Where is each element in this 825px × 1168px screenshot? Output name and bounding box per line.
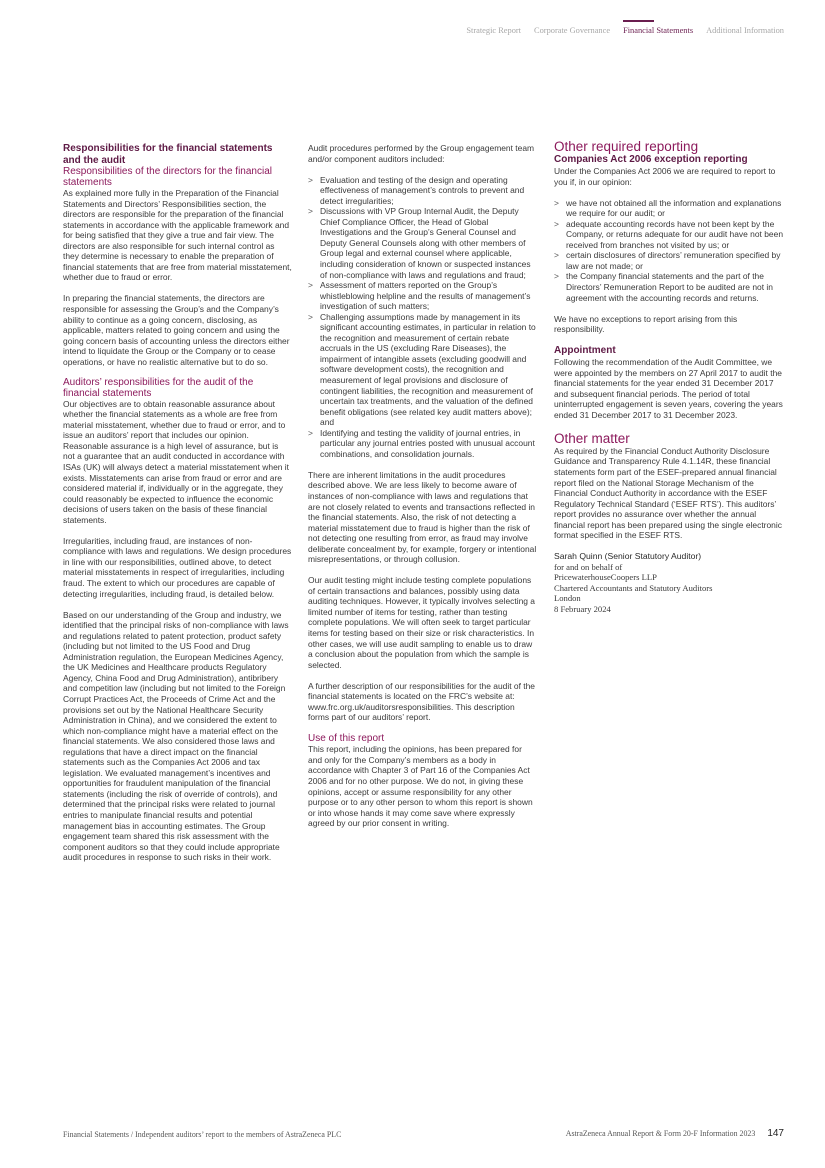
signature-line: Chartered Accountants and Statutory Auditors xyxy=(554,582,713,593)
list-item: > the Company financial statements and the part of the Directors’ Remuneration Report to be audited are not in agreement with the accounting records and returns. xyxy=(554,271,784,303)
footer-breadcrumb: Financial Statements / Independent auditors’ report to the members of AstraZeneca PLC xyxy=(63,1130,342,1139)
paragraph: As required by the Financial Conduct Authority Disclosure Guidance and Transparency Rule 4.1.14R, these financial statements form part of the ESEF-prepared annual financial report filed on the National Storage Mechanism of the Financial Conduct Authority in accordance with the ESEF Regulatory Technical Standard (‘ESEF RTS’). This auditors’ report provides no assurance over whether the annual financial report has been prepared using the single electronic format specified in the ESEF RTS. xyxy=(554,445,782,541)
paragraph: Based on our understanding of the Group and industry, we identified that the principal risks of non-compliance with laws and regulations related to patent protection, product safety (including but not limited to the US Food and Drug Administration regulation, the European Medicines Agency, the UK Medicines and Healthcare products Regulatory Agency, China Food and Drug Administration), antibribery and competition law (including but not limited to the Foreign Corrupt Practices Act, the Proceeds of Crime Act and the provisions set out by the National Healthcare Security Administration in China), and we considered the extent to which non-compliance might have a material effect on the financial statements. We also considered those laws and regulations that have a direct impact on the financial statements such as the Companies Act 2006 and tax legislation. We evaluated management’s incentives and opportunities for fraudulent manipulation of the financial statements (including the risk of override of controls), and determined that the principal risks were related to journal entries to manipulate financial results and potential management bias in accounting estimates. The Group engagement team shared this risk assessment with the component auditors so that they could include appropriate audit procedures in response to such risks in their work. xyxy=(63,609,289,863)
tab-strategic-report[interactable]: Strategic Report xyxy=(466,26,522,35)
heading-appointment: Appointment xyxy=(554,345,616,357)
heading-directors-responsibilities: Responsibilities of the directors for the financial statements xyxy=(63,166,272,188)
list-item: > Discussions with VP Group Internal Audit, the Deputy Chief Compliance Officer, the Head of Global Investigations and the Group’s General Counsel and Deputy General Counsels along with other members of Group legal and external counsel where applicable, including consideration of known or suspected instances of non-compliance with laws and regulations and fraud; xyxy=(308,206,538,280)
list-item: > Identifying and testing the validity of journal entries, in particular any journal entries posted with unusual account combinations, and consolidation journals. xyxy=(308,428,538,460)
signature-firm: PricewaterhouseCoopers LLP xyxy=(554,572,657,583)
heading-other-matter: Other matter xyxy=(554,430,630,446)
list-item: > adequate accounting records have not been kept by the Company, or returns adequate for our audit have not been received from branches not visited by us; or xyxy=(554,219,784,251)
list-item: > Evaluation and testing of the design and operating effectiveness of management’s controls to prevent and detect irregularities; xyxy=(308,175,538,207)
paragraph: There are inherent limitations in the audit procedures described above. We are less likely to become aware of instances of non-compliance with laws and regulations that are not closely related to events and transactions reflected in the financial statements. Also, the risk of not detecting a material misstatement due to fraud is higher than the risk of not detecting one resulting from error, as fraud may involve deliberate concealment by, for example, forgery or intentional misrepresentations, or through collusion. xyxy=(308,469,537,565)
paragraph: Audit procedures performed by the Group engagement team and/or component auditors included: xyxy=(308,143,535,164)
signatory-name: Sarah Quinn (Senior Statutory Auditor) xyxy=(554,551,702,562)
paragraph: This report, including the opinions, has been prepared for and only for the Company’s members as a body in accordance with Chapter 3 of Part 16 of the Companies Act 2006 and for no other purpose. We do not, in giving these opinions, accept or assume responsibility for any other purpose or to any other person to whom this report is shown or into whose hands it may come save where expressly agreed by our prior consent in writing. xyxy=(308,744,533,829)
paragraph: Our audit testing might include testing complete populations of certain transactions and balances, possibly using data auditing techniques. However, it typically involves selecting a limited number of items for testing, rather than testing complete populations. We will often seek to target particular items for testing based on their size or risk characteristics. In other cases, we will use audit sampling to enable us to draw a conclusion about the population from which the sample is selected. xyxy=(308,575,535,670)
column-left xyxy=(63,143,292,873)
column-middle xyxy=(308,143,538,839)
paragraph: As explained more fully in the Preparation of the Financial Statements and Directors’ Responsibilities section, the directors are responsible for the preparation of the financial statements in accordance with the applicable framework and for being satisfied that they give a true and fair view. The directors are also responsible for such internal control as they determine is necessary to enable the preparation of financial statements that are free from material misstatement, whether due to fraud or error. xyxy=(63,188,292,283)
signature-line: for and on behalf of xyxy=(554,561,623,572)
tab-financial-statements[interactable]: Financial Statements xyxy=(623,20,693,35)
exception-list xyxy=(554,198,784,303)
paragraph: Following the recommendation of the Audit Committee, we were appointed by the members on 27 April 2017 to audit the financial statements for the year ended 31 December 2017 and subsequent financial periods. The period of total uninterrupted engagement is seven years, covering the years ended 31 December 2017 to 31 December 2023. xyxy=(554,357,783,420)
heading-other-required-reporting: Other required reporting xyxy=(554,139,699,154)
tab-corporate-governance[interactable]: Corporate Governance xyxy=(534,26,611,35)
signature-block xyxy=(554,551,784,614)
paragraph: Our objectives are to obtain reasonable assurance about whether the financial statements as a whole are free from material misstatement, whether due to fraud or error, and to issue an auditors’ report that includes our opinion. Reasonable assurance is a high level of assurance, but is not a guarantee that an audit conducted in accordance with ISAs (UK) will always detect a material misstatement when it exists. Misstatements can arise from fraud or error and are considered material if, individually or in the aggregate, they could reasonably be expected to influence the economic decisions of users taken on the basis of these financial statements. xyxy=(63,398,290,525)
heading-responsibilities: Responsibilities for the financial statements and the audit xyxy=(63,143,273,166)
footer-report-title: AstraZeneca Annual Report & Form 20-F Information 2023 xyxy=(565,1129,756,1138)
paragraph: Irregularities, including fraud, are instances of non-compliance with laws and regulations. We design procedures in line with our responsibilities, outlined above, to detect material misstatements in respect of irregularities, including fraud. The extent to which our procedures are capable of detecting irregularities, including fraud, is detailed below. xyxy=(63,535,292,599)
paragraph: A further description of our responsibilities for the audit of the financial statements is located on the FRC’s website at: www.frc.org.uk/auditorsresponsibilities. This description forms part of our auditors’ report. xyxy=(308,680,536,723)
audit-procedures-list xyxy=(308,175,538,460)
signature-location: London xyxy=(554,593,581,604)
paragraph: In preparing the financial statements, the directors are responsible for assessing the Group’s and the Company’s ability to continue as a going concern, disclosing, as applicable, matters related to going concern and using the going concern basis of accounting unless the directors either intend to liquidate the Group or the Company or to cease operations, or have no realistic alternative but to do so. xyxy=(63,293,290,367)
column-right xyxy=(554,139,784,614)
heading-use-of-report: Use of this report xyxy=(308,733,385,745)
heading-auditors-responsibilities: Auditors’ responsibilities for the audit of the financial statements xyxy=(63,376,254,399)
page-number: 147 xyxy=(767,1128,784,1139)
list-item: > Assessment of matters reported on the Group’s whistleblowing helpline and the results of management’s investigation of such matters; xyxy=(308,280,538,312)
list-item: > certain disclosures of directors’ remuneration specified by law are not made; or xyxy=(554,250,784,271)
heading-exception-reporting: Companies Act 2006 exception reporting xyxy=(554,154,748,165)
signature-date: 8 February 2024 xyxy=(554,603,611,614)
footer-right xyxy=(566,1128,784,1139)
list-item: > Challenging assumptions made by management in its significant accounting estimates, in particular in relation to the recognition and measurement of certain rebate accruals in the US (excluding Rare Diseases), the impairment of intangible assets (excluding goodwill and software development costs), the recognition and measurement of legal provisions and disclosure of contingent liabilities, the recognition and measurement of uncertain tax treatments, and the valuation of the defined benefit obligations (see related key audit matters above); and xyxy=(308,312,538,428)
tab-additional-information[interactable]: Additional Information xyxy=(706,26,784,35)
paragraph: Under the Companies Act 2006 we are required to report to you if, in our opinion: xyxy=(554,166,776,187)
section-nav xyxy=(466,20,784,35)
list-item: > we have not obtained all the information and explanations we require for our audit; or xyxy=(554,198,784,219)
paragraph: We have no exceptions to report arising from this responsibility. xyxy=(554,313,738,335)
